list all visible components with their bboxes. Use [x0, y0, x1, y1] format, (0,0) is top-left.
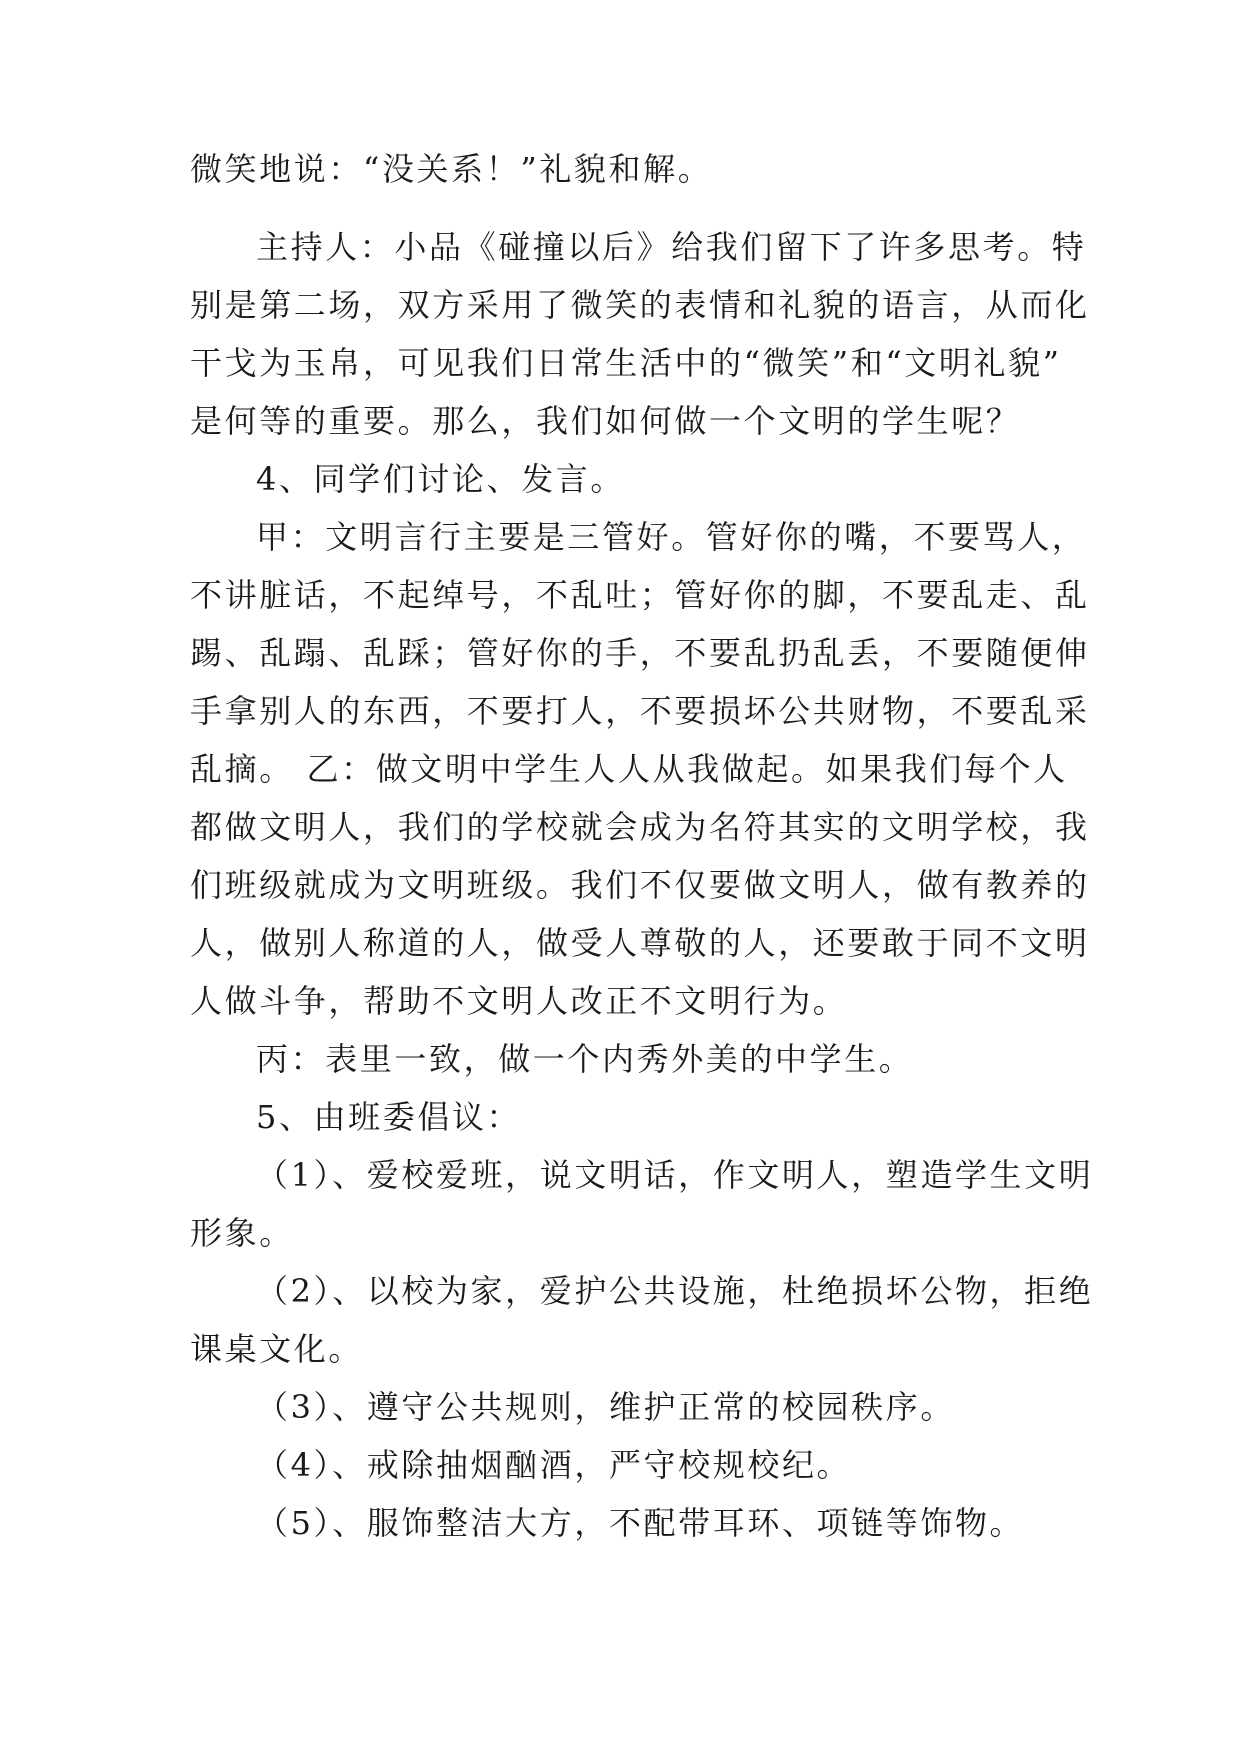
text-line: 甲：文明言行主要是三管好。管好你的嘴，不要骂人，	[256, 518, 1087, 556]
text-line: 是何等的重要。那么，我们如何做一个文明的学生呢？	[190, 402, 1021, 440]
text-line: 丙：表里一致，做一个内秀外美的中学生。	[256, 1040, 914, 1078]
text-line: （5）、服饰整洁大方，不配带耳环、项链等饰物。	[256, 1504, 1025, 1542]
text-line: （1）、爱校爱班，说文明话，作文明人，塑造学生文明	[256, 1156, 1094, 1194]
text-line: 踢、乱蹋、乱踩；管好你的手，不要乱扔乱丢，不要随便伸	[190, 634, 1090, 672]
text-line: 人做斗争，帮助不文明人改正不文明行为。	[190, 982, 848, 1020]
text-line: 别是第二场，双方采用了微笑的表情和礼貌的语言，从而化	[190, 286, 1090, 324]
text-line: 们班级就成为文明班级。我们不仅要做文明人，做有教养的	[190, 866, 1090, 904]
text-line: 不讲脏话，不起绰号，不乱吐；管好你的脚，不要乱走、乱	[190, 576, 1090, 614]
text-line: 4、同学们讨论、发言。	[256, 460, 625, 498]
text-line: 形象。	[190, 1214, 294, 1252]
text-line: 主持人：小品《碰撞以后》给我们留下了许多思考。特	[256, 228, 1087, 266]
text-line: （4）、戒除抽烟酗酒，严守校规校纪。	[256, 1446, 852, 1484]
text-line: 干戈为玉帛，可见我们日常生活中的“微笑”和“文明礼貌”	[190, 344, 1062, 382]
text-line: 手拿别人的东西，不要打人，不要损坏公共财物，不要乱采	[190, 692, 1090, 730]
text-line: 都做文明人，我们的学校就会成为名符其实的文明学校，我	[190, 808, 1090, 846]
text-line: （3）、遵守公共规则，维护正常的校园秩序。	[256, 1388, 955, 1426]
text-line: 人，做别人称道的人，做受人尊敬的人，还要敢于同不文明	[190, 924, 1090, 962]
text-line: 乱摘。 乙：做文明中学生人人从我做起。如果我们每个人	[190, 750, 1068, 788]
text-line: 5、由班委倡议：	[256, 1098, 522, 1136]
text-line: 微笑地说：“没关系！”礼貌和解。	[190, 150, 713, 188]
text-line: （2）、以校为家，爱护公共设施，杜绝损坏公物，拒绝	[256, 1272, 1094, 1310]
text-line: 课桌文化。	[190, 1330, 364, 1368]
